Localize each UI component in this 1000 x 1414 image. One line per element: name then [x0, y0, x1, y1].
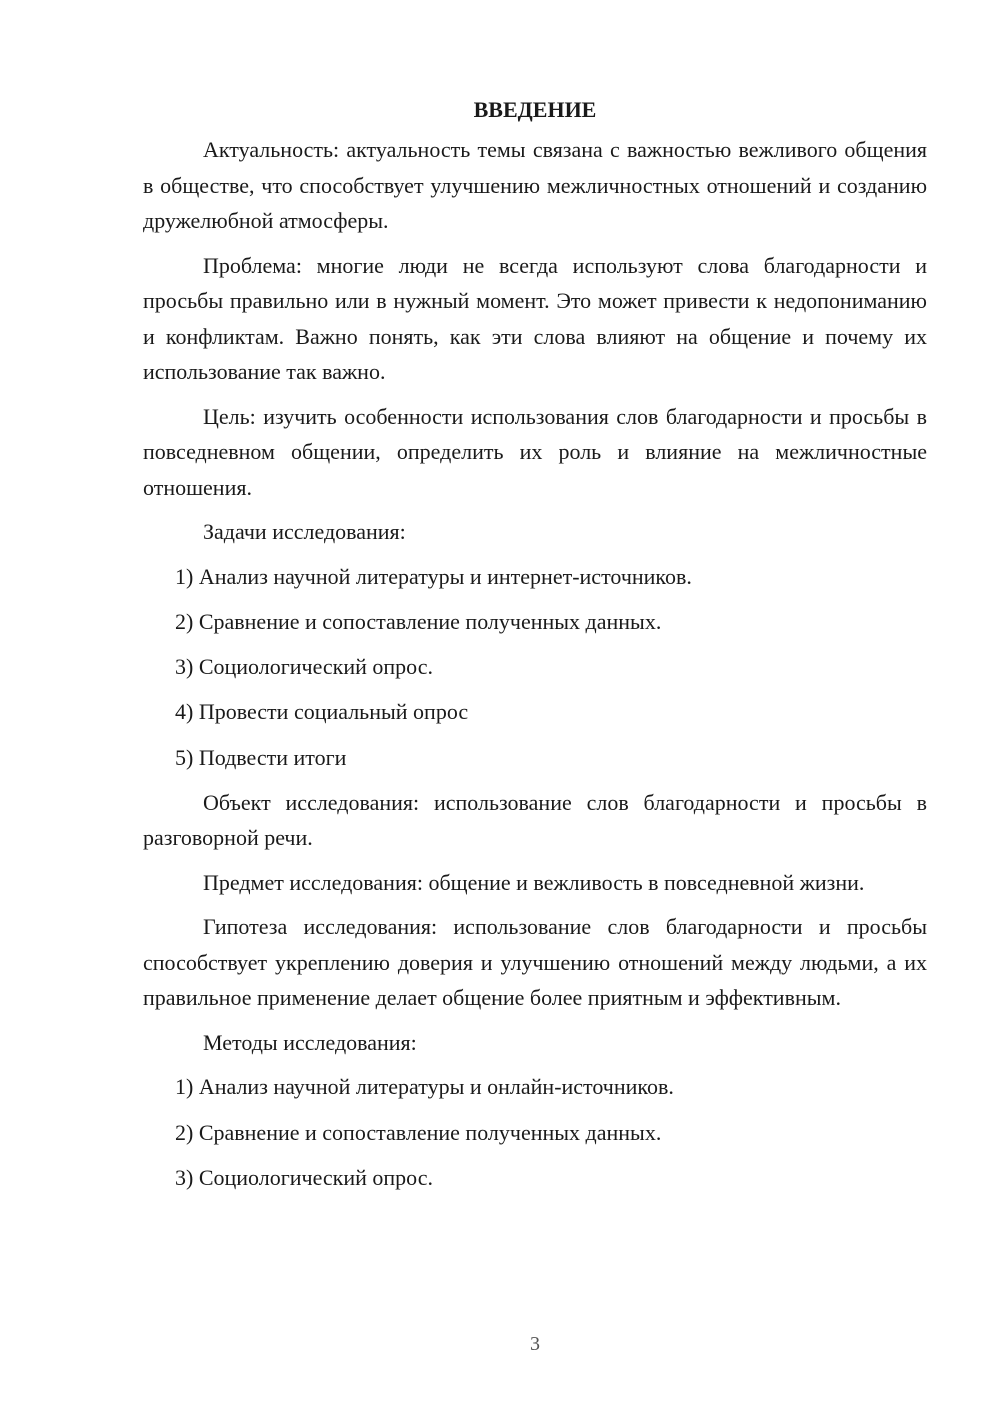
page-content — [143, 92, 927, 1205]
task-item: 1) Анализ научной литературы и интернет-источников. — [175, 563, 692, 589]
problem-paragraph: Проблема: многие люди не всегда используют слова благодарности и просьбы правильно или в нужный момент. Это может привести к недопониманию и конфликтам. Важно понять, как эти слова влияют на общение и почему их использование так важно. — [143, 252, 927, 384]
methods-title: Методы исследования: — [203, 1029, 417, 1055]
task-item: 2) Сравнение и сопоставление полученных данных. — [175, 608, 662, 634]
page-number: 3 — [530, 1333, 540, 1355]
tasks-title: Задачи исследования: — [203, 519, 406, 544]
section-heading: ВВЕДЕНИЕ — [473, 97, 597, 122]
task-item: 5) Подвести итоги — [175, 744, 347, 770]
method-item: 1) Анализ научной литературы и онлайн-источников. — [175, 1074, 674, 1100]
method-item: 3) Социологический опрос. — [175, 1165, 433, 1191]
object-paragraph: Объект исследования: использование слов благодарности и просьбы в разговорной речи. — [143, 789, 927, 851]
goal-paragraph: Цель: изучить особенности использования слов благодарности и просьбы в повседневном общении, определить их роль и влияние на межличностные отношения. — [143, 403, 927, 500]
method-item: 2) Сравнение и сопоставление полученных данных. — [175, 1119, 662, 1145]
task-item: 3) Социологический опрос. — [175, 654, 433, 680]
relevance-paragraph: Актуальность: актуальность темы связана с важностью вежливого общения в обществе, что способствует улучшению межличностных отношений и созданию дружелюбной атмосферы. — [143, 137, 927, 233]
task-item: 4) Провести социальный опрос — [175, 699, 469, 725]
hypothesis-paragraph: Гипотеза исследования: использование слов благодарности и просьбы способствует укреплению доверия и улучшению отношений между людьми, а их правильное применение делает общение более приятным и эффективным. — [143, 914, 927, 1011]
subject-paragraph: Предмет исследования: общение и вежливость в повседневной жизни. — [203, 869, 865, 895]
